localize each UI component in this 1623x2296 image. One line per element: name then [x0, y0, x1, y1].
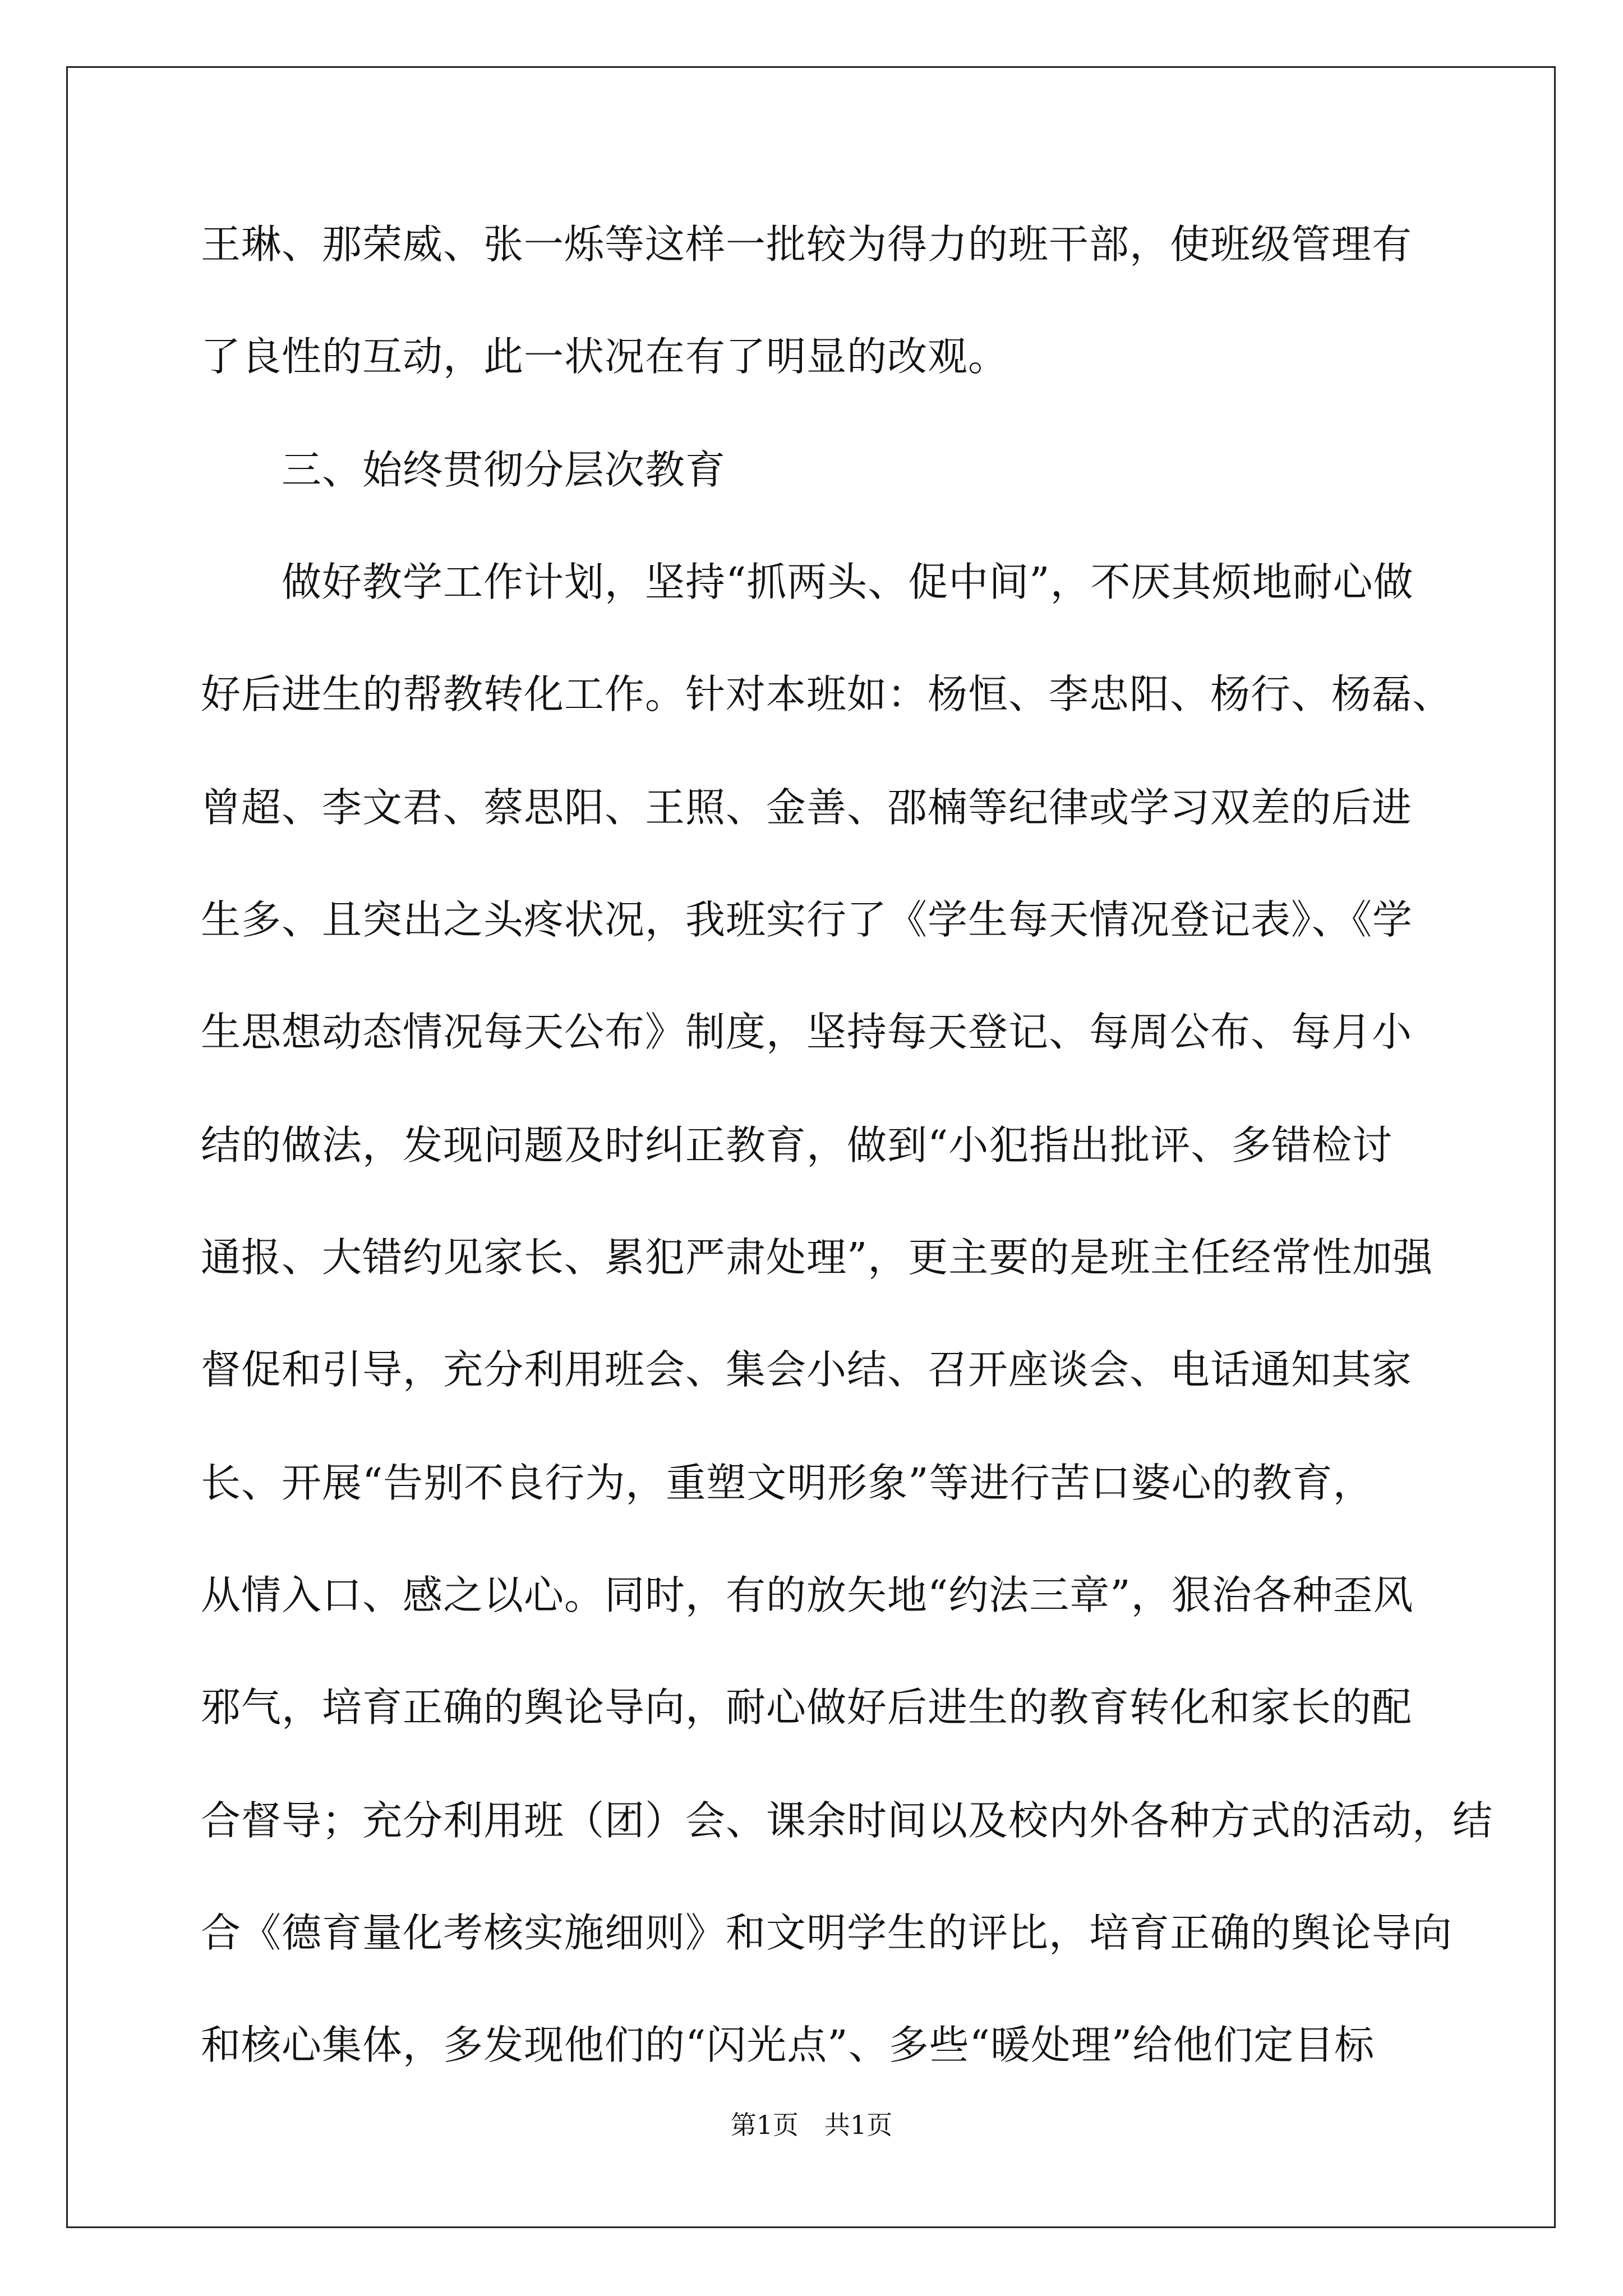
page-footer: 第1页 共1页 — [730, 2110, 893, 2140]
text-line: 合《德育量化考核实施细则》和文明学生的评比，培育正确的舆论导向 — [201, 1910, 1453, 1956]
section-heading: 三、始终贯彻分层次教育 — [282, 447, 726, 493]
paragraph-first-line: 做好教学工作计划，坚持“抓两头、促中间”，不厌其烦地耐心做 — [282, 559, 1414, 605]
text-line: 通报、大错约见家长、累犯严肃处理”，更主要的是班主任经常性加强 — [201, 1234, 1433, 1281]
text-line: 合督导；充分利用班（团）会、课余时间以及校内外各种方式的活动，结 — [201, 1797, 1493, 1844]
text-line: 长、开展“告别不良行为，重塑文明形象”等进行苦口婆心的教育， — [201, 1460, 1373, 1506]
text-line: 曾超、李文君、蔡思阳、王照、金善、邵楠等纪律或学习双差的后进 — [201, 784, 1413, 831]
text-line: 王琳、那荣威、张一烁等这样一批较为得力的班干部，使班级管理有 — [201, 221, 1413, 268]
text-line: 和核心集体，多发现他们的“闪光点”、多些“暖处理”给他们定目标 — [201, 2022, 1375, 2068]
text-line: 生多、且突出之头疼状况，我班实行了《学生每天情况登记表》、《学 — [201, 896, 1413, 943]
text-line: 督促和引导，充分利用班会、集会小结、召开座谈会、电话通知其家 — [201, 1346, 1413, 1393]
text-line: 结的做法，发现问题及时纠正教育，做到“小犯指出批评、多错检讨 — [201, 1122, 1393, 1168]
text-line: 了良性的互动，此一状况在有了明显的改观。 — [201, 333, 1009, 380]
text-line: 生思想动态情况每天公布》制度，坚持每天登记、每周公布、每月小 — [201, 1009, 1413, 1055]
text-line: 从情入口、感之以心。同时，有的放矢地“约法三章”，狠治各种歪风 — [201, 1572, 1414, 1618]
text-line: 好后进生的帮教转化工作。针对本班如：杨恒、李忠阳、杨行、杨磊、 — [201, 671, 1453, 717]
text-line: 邪气，培育正确的舆论导向，耐心做好后进生的教育转化和家长的配 — [201, 1684, 1413, 1731]
